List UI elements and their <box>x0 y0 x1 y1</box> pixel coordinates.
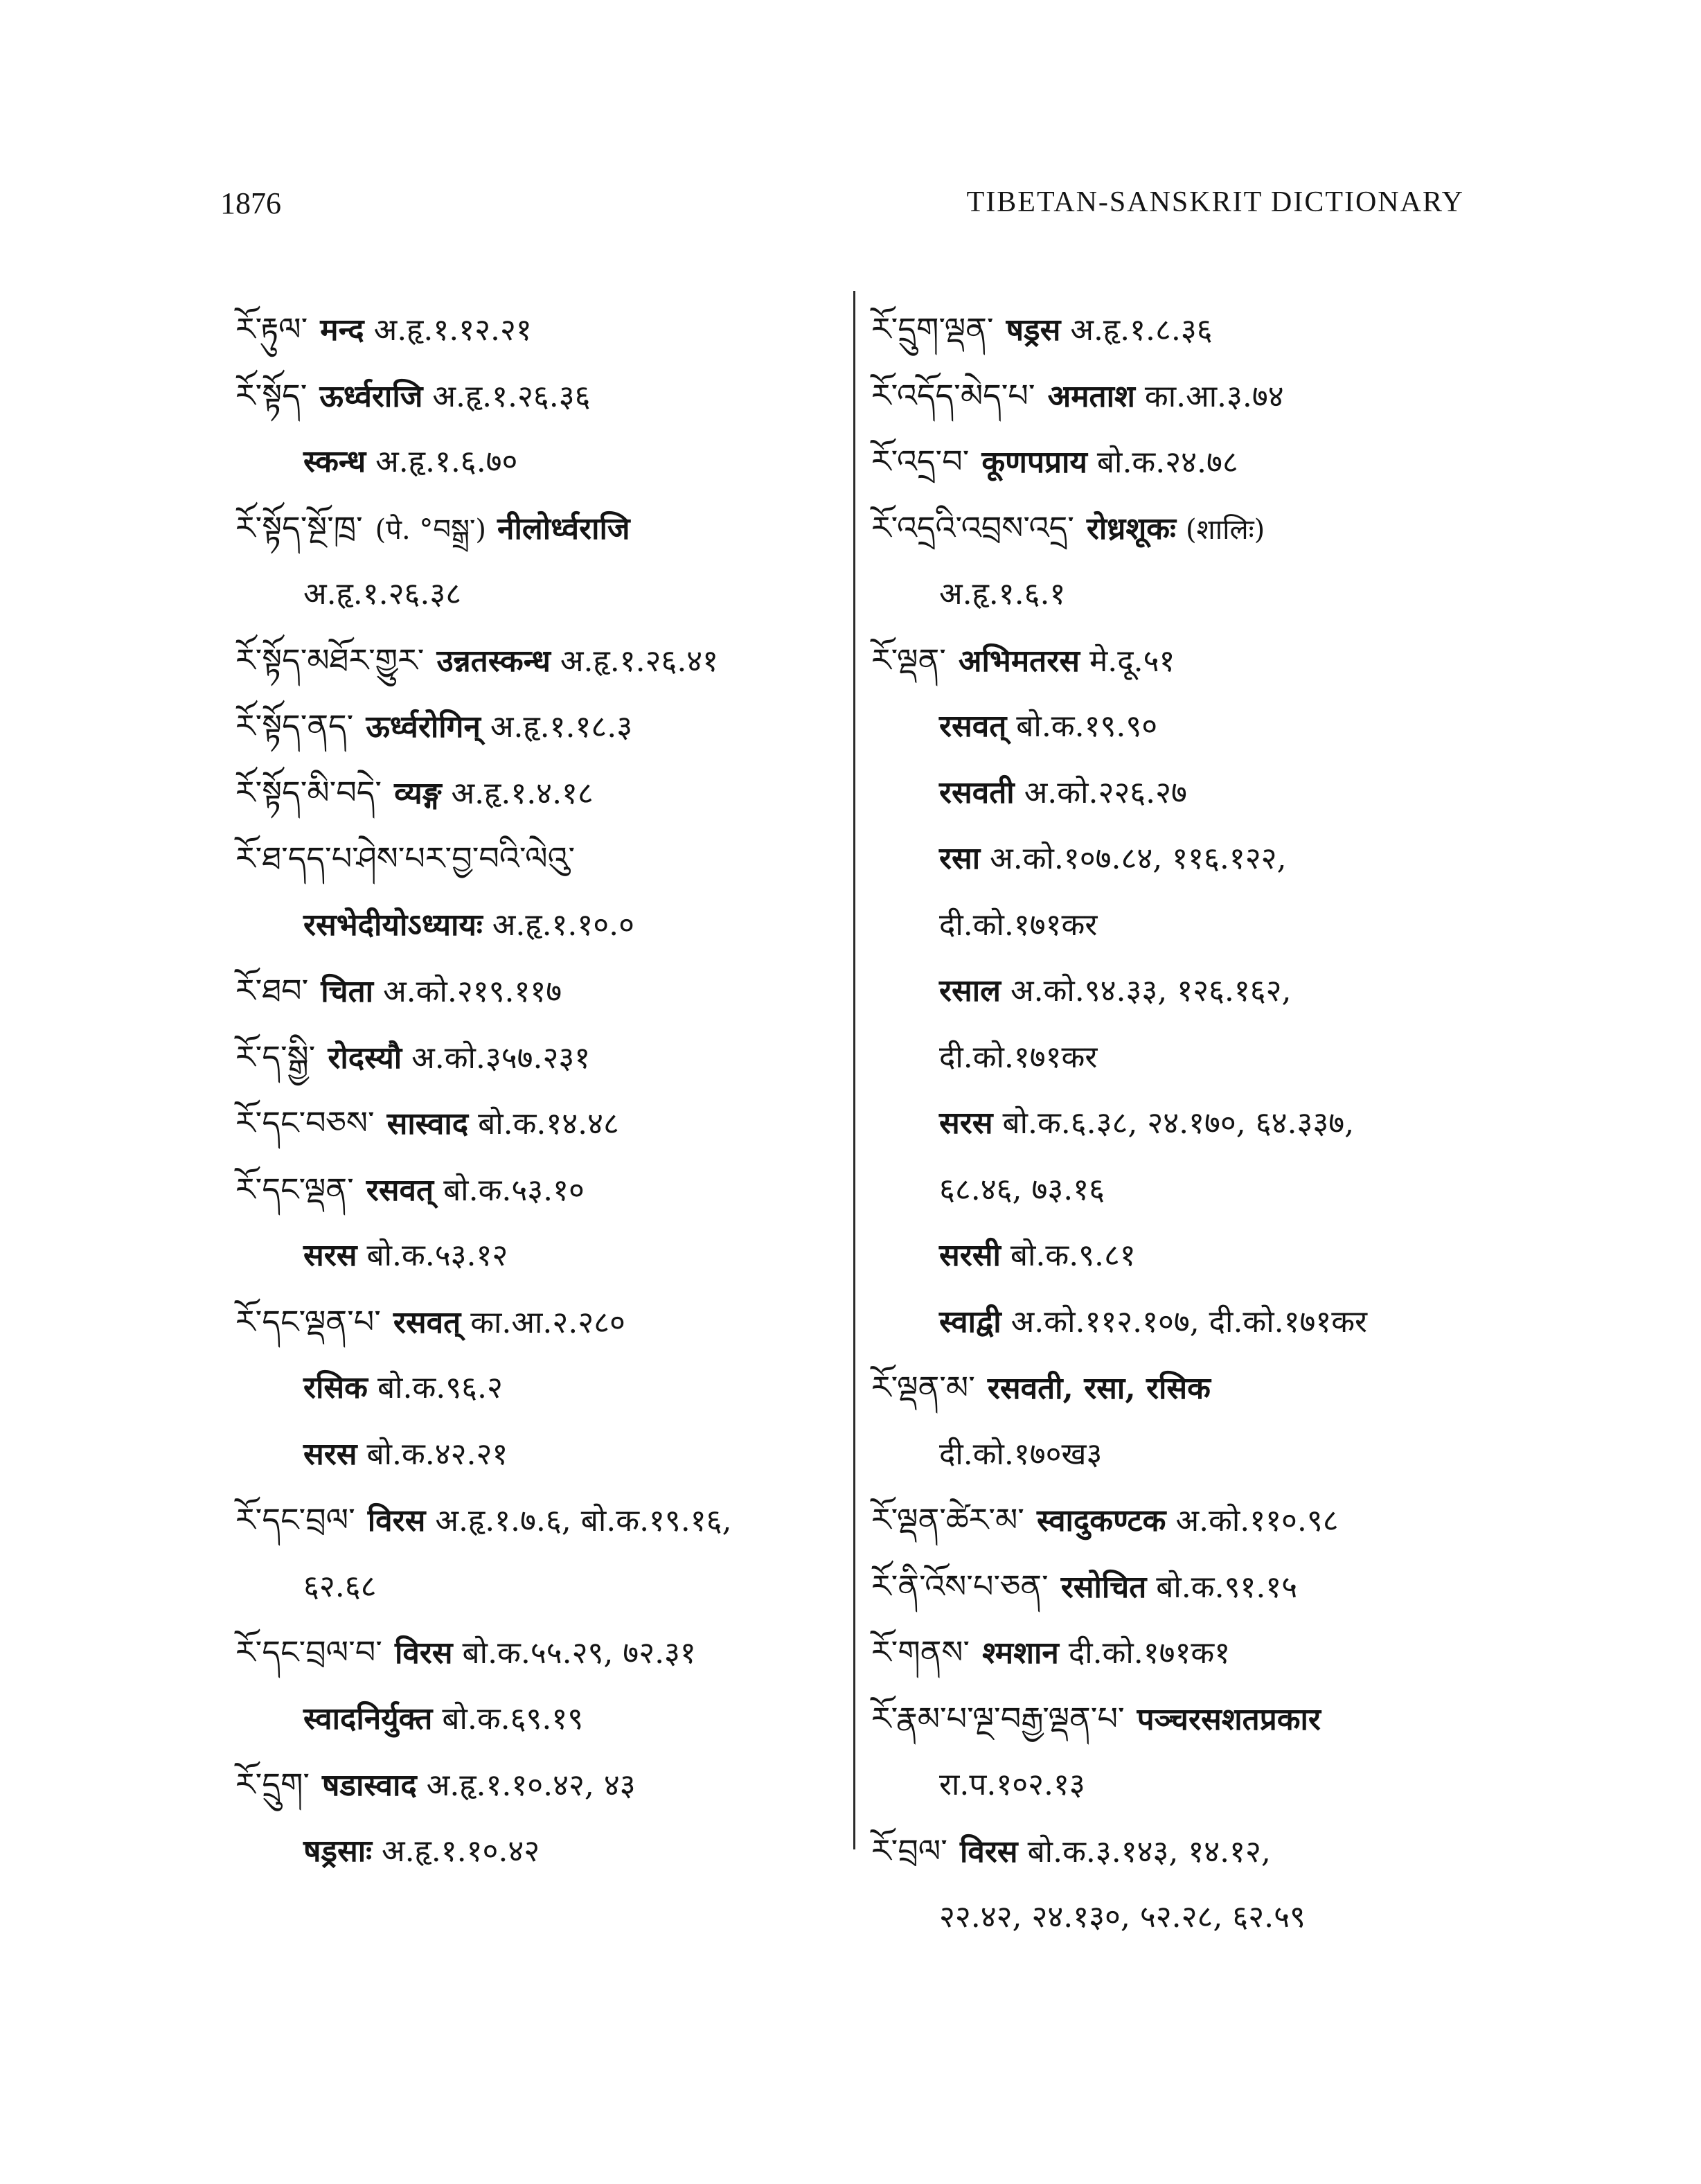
tibetan-headword: རོ་ནི་འོས་པ་ཅན་ <box>871 1567 1049 1605</box>
source-reference: अ.को.११०.९८ <box>1175 1503 1339 1538</box>
dictionary-entry <box>871 495 1481 562</box>
entry-continuation <box>235 1223 845 1289</box>
entry-continuation <box>235 429 845 495</box>
tibetan-headword: རོ་ལྡན་ཚེར་མ་ <box>871 1501 1024 1538</box>
sanskrit-equivalent: पञ्चरसशतप्रकार <box>1137 1701 1321 1737</box>
entry-continuation <box>871 958 1481 1024</box>
sanskrit-equivalent: विरस <box>394 1635 453 1671</box>
tibetan-headword: རོ་ཐབ་ <box>235 972 309 1009</box>
sanskrit-equivalent: स्वादुकण्टक <box>1036 1503 1166 1538</box>
dictionary-entry <box>235 1619 845 1686</box>
source-reference: अ.हृ.१.१०.४२, ४३ <box>426 1768 636 1803</box>
dictionary-entry <box>871 1818 1481 1885</box>
entry-continuation <box>871 1157 1481 1223</box>
tibetan-headword: རོ་དང་ལྡན་ <box>235 1170 354 1208</box>
sanskrit-equivalent: षडास्वाद <box>322 1768 417 1803</box>
tibetan-headword: རོ་འདྲ་བ་ <box>871 443 970 480</box>
source-reference: बो.क.९.८१ <box>1010 1238 1136 1273</box>
entry-continuation <box>871 1421 1481 1488</box>
sanskrit-equivalent: सास्वाद <box>386 1106 469 1142</box>
source-reference: बो.क.४२.२१ <box>366 1436 508 1472</box>
tibetan-headword: རོ་འདྲའི་འབྲས་འདྲ་ <box>871 508 1074 547</box>
sanskrit-equivalent: विरस <box>959 1834 1018 1870</box>
sanskrit-equivalent: उन्नतस्कन्ध <box>436 643 551 679</box>
sanskrit-equivalent: रसवत् <box>393 1304 461 1340</box>
dictionary-entry <box>235 826 845 892</box>
entry-continuation <box>235 1686 845 1752</box>
source-reference: बो.क.५३.१२ <box>366 1238 508 1273</box>
dictionary-entry <box>871 628 1481 694</box>
tibetan-headword: རོ་སྟོད་མི་བདེ་ <box>235 773 382 811</box>
dictionary-entry <box>235 958 845 1024</box>
entry-continuation <box>235 1554 845 1620</box>
source-reference: अ.हृ.१.७.६, बो.क.१९.१६, <box>435 1503 732 1538</box>
entry-continuation <box>871 826 1481 892</box>
dictionary-entry <box>871 1487 1481 1554</box>
entry-continuation <box>235 1355 845 1421</box>
tibetan-headword: རོ་རྣམ་པ་ལྔ་བརྒྱ་ལྡན་པ་ <box>871 1699 1125 1737</box>
tibetan-headword: རོ་ཐ་དད་པ་ཤེས་པར་བྱ་བའི་ལེའུ་ <box>235 840 576 877</box>
dictionary-entry <box>235 760 845 826</box>
sanskrit-equivalent: ऊर्ध्वरोगिन् <box>366 709 481 745</box>
sanskrit-equivalent: षड्रसाः <box>303 1833 372 1869</box>
right-column <box>871 296 1481 1951</box>
entry-continuation <box>871 1090 1481 1157</box>
sanskrit-equivalent: रसोचित <box>1060 1569 1147 1605</box>
sanskrit-equivalent: कूणपप्राय <box>981 445 1087 480</box>
source-reference: अ.हृ.१.४.१८ <box>451 775 594 811</box>
source-reference: ६२.६८ <box>303 1568 377 1604</box>
sanskrit-equivalent: सरस <box>939 1106 993 1141</box>
sanskrit-equivalent: चिता <box>321 974 374 1009</box>
dictionary-entry <box>871 363 1481 429</box>
tibetan-headword: རོ་སྟོད་སྔོ་ཁྲ་ <box>235 508 363 547</box>
sanskrit-equivalent: रसभेदीयोऽध्यायः <box>303 907 483 943</box>
tibetan-headword: རོ་འདོད་མེད་པ་ <box>871 376 1035 414</box>
dictionary-entry <box>871 429 1481 495</box>
tibetan-headword: རོ་ད་སྒྱི་ <box>235 1038 316 1076</box>
sanskrit-equivalent: ऊर्ध्वराजि <box>319 378 423 414</box>
source-reference: रा.प.१०२.१३ <box>939 1767 1085 1802</box>
entry-continuation <box>235 892 845 959</box>
sanskrit-equivalent: स्कन्ध <box>303 444 366 479</box>
tibetan-headword: རོ་དྲུག་ <box>235 1766 310 1803</box>
dictionary-entry <box>871 296 1481 363</box>
source-reference: अ.को.११२.१०७, दी.को.१७१कर <box>1010 1304 1368 1340</box>
entry-continuation <box>871 1884 1481 1951</box>
entry-continuation <box>235 1818 845 1885</box>
sanskrit-equivalent: व्यङ्ग <box>394 775 442 811</box>
page-number: 1876 <box>220 186 281 220</box>
tibetan-headword: རོ་རྟུལ་ <box>235 310 308 348</box>
column-divider <box>853 291 855 1849</box>
dictionary-entry <box>235 363 845 429</box>
source-reference: बो.क.२४.७८ <box>1096 445 1238 480</box>
sanskrit-equivalent: विरस <box>367 1503 426 1538</box>
entry-continuation <box>871 561 1481 628</box>
tibetan-headword: རོ་དྲུག་ལྡན་ <box>871 310 994 348</box>
source-reference: बो.क.३.१४३, १४.१२, <box>1027 1834 1271 1870</box>
tibetan-headword: རོ་དང་ལྡན་པ་ <box>235 1302 381 1340</box>
source-reference: अ.हृ.१.१०.० <box>492 907 635 943</box>
sanskrit-equivalent: रसाल <box>939 973 1001 1009</box>
source-reference: ६८.४६, ७३.१६ <box>939 1171 1105 1207</box>
sanskrit-equivalent: षड्रस <box>1006 312 1061 348</box>
sanskrit-equivalent: रसवती <box>939 774 1015 810</box>
entry-note: (पे. °བསྒྲ་) <box>375 513 487 546</box>
sanskrit-equivalent: नीलोर्ध्वराजि <box>497 511 630 547</box>
dictionary-entry <box>235 1752 845 1818</box>
running-head: TIBETAN-SANSKRIT DICTIONARY <box>966 186 1464 218</box>
source-reference: अ.हृ.१.१२.२१ <box>373 312 532 348</box>
left-column <box>235 296 845 1884</box>
sanskrit-equivalent: सरस <box>303 1436 357 1472</box>
tibetan-headword: རོ་བྲལ་ <box>871 1831 947 1870</box>
sanskrit-equivalent: स्वाद्वी <box>939 1304 1001 1340</box>
source-reference: दी.को.१७०ख३ <box>939 1436 1103 1472</box>
dictionary-entry <box>871 1619 1481 1686</box>
tibetan-headword: རོ་སྟོད་མཐོར་གྱུར་ <box>235 641 425 679</box>
dictionary-entry <box>235 1487 845 1554</box>
dictionary-entry <box>235 1157 845 1223</box>
sanskrit-equivalent: मन्द <box>320 312 364 348</box>
source-reference: अ.हृ.१.६.७० <box>375 444 518 479</box>
entry-continuation <box>871 1752 1481 1818</box>
dictionary-entry <box>235 693 845 760</box>
sanskrit-equivalent: रसवत् <box>939 709 1007 744</box>
entry-note: (शालिः) <box>1185 513 1265 546</box>
source-reference: अ.को.२२६.२७ <box>1024 774 1187 810</box>
source-reference: अ.को.२१९.११७ <box>383 974 562 1009</box>
sanskrit-equivalent: रसिक <box>303 1370 368 1405</box>
dictionary-entry <box>235 296 845 363</box>
source-reference: बो.क.५३.१० <box>443 1172 585 1208</box>
dictionary-entry <box>235 628 845 694</box>
source-reference: अ.हृ.१.२६.४१ <box>560 643 719 679</box>
entry-continuation <box>871 693 1481 760</box>
source-reference: अ.हृ.१.६.१ <box>939 576 1066 612</box>
source-reference: मे.दू.५१ <box>1089 643 1175 679</box>
dictionary-entry <box>871 1554 1481 1620</box>
source-reference: अ.को.१०७.८४, ११६.१२२, <box>990 841 1287 876</box>
entry-continuation <box>235 561 845 628</box>
entry-continuation <box>871 760 1481 826</box>
sanskrit-equivalent: सरसी <box>939 1238 1001 1273</box>
dictionary-entry <box>235 1289 845 1356</box>
source-reference: दी.को.१७१क१ <box>1068 1635 1231 1671</box>
tibetan-headword: རོ་གནས་ <box>871 1633 970 1671</box>
sanskrit-equivalent: स्वादनिर्युक्त <box>303 1701 433 1737</box>
tibetan-headword: རོ་ལྡན་མ་ <box>871 1369 975 1406</box>
entry-continuation <box>235 1421 845 1488</box>
dictionary-entry <box>871 1686 1481 1752</box>
source-reference: बो.क.५५.२९, ७२.३१ <box>462 1635 696 1671</box>
source-reference: अ.हृ.१.१०.४२ <box>382 1833 540 1869</box>
source-reference: बो.क.६९.१९ <box>442 1701 584 1737</box>
sanskrit-equivalent: रसवती, रसा, रसिक <box>987 1371 1211 1406</box>
source-reference: अ.हृ.१.१८.३ <box>490 709 633 745</box>
sanskrit-equivalent: रसवत् <box>366 1172 434 1208</box>
source-reference: बो.क.९१.१५ <box>1156 1569 1298 1605</box>
dictionary-entry <box>235 495 845 562</box>
sanskrit-equivalent: रसा <box>939 841 981 876</box>
sanskrit-equivalent: रोध्रशूकः <box>1086 511 1176 547</box>
source-reference: बो.क.१४.४८ <box>478 1106 619 1142</box>
sanskrit-equivalent: सरस <box>303 1238 357 1273</box>
source-reference: अ.हृ.१.२६.३८ <box>303 576 462 612</box>
source-reference: बो.क.६.३८, २४.१७०, ६४.३३७, <box>1002 1106 1355 1141</box>
source-reference: दी.को.१७१कर <box>939 1039 1098 1075</box>
source-reference: अ.हृ.१.२६.३६ <box>432 378 591 414</box>
tibetan-headword: རོ་དང་བཅས་ <box>235 1104 375 1142</box>
dictionary-entry <box>235 1024 845 1091</box>
tibetan-headword: རོ་ལྡན་ <box>871 641 946 679</box>
source-reference: का.आ.२.२८० <box>470 1304 625 1340</box>
tibetan-headword: རོ་དང་བྲལ་བ་ <box>235 1633 382 1671</box>
dictionary-entry <box>235 1090 845 1157</box>
tibetan-headword: རོ་སྟོད་ <box>235 376 308 414</box>
source-reference: दी.को.१७१कर <box>939 907 1098 943</box>
entry-continuation <box>871 1223 1481 1289</box>
sanskrit-equivalent: रोदस्यौ <box>328 1040 402 1076</box>
source-reference: बो.क.१९.९० <box>1016 709 1158 744</box>
source-reference: बो.क.९६.२ <box>377 1370 503 1405</box>
source-reference: का.आ.३.७४ <box>1144 378 1284 414</box>
entry-continuation <box>871 1289 1481 1356</box>
entry-continuation <box>871 1024 1481 1091</box>
source-reference: २२.४२, २४.१३०, ५२.२८, ६२.५९ <box>939 1899 1306 1935</box>
tibetan-headword: རོ་དང་བྲལ་ <box>235 1501 355 1538</box>
dictionary-entry <box>871 1355 1481 1421</box>
sanskrit-equivalent: श्मशान <box>982 1635 1059 1671</box>
entry-continuation <box>871 892 1481 959</box>
sanskrit-equivalent: अभिमतरस <box>958 643 1080 679</box>
source-reference: अ.को.९४.३३, १२६.१६२, <box>1010 973 1292 1009</box>
source-reference: अ.हृ.१.८.३६ <box>1070 312 1213 348</box>
tibetan-headword: རོ་སྟོད་ནད་ <box>235 707 354 745</box>
source-reference: अ.को.३५७.२३१ <box>411 1040 591 1076</box>
sanskrit-equivalent: अमताश <box>1047 378 1135 414</box>
